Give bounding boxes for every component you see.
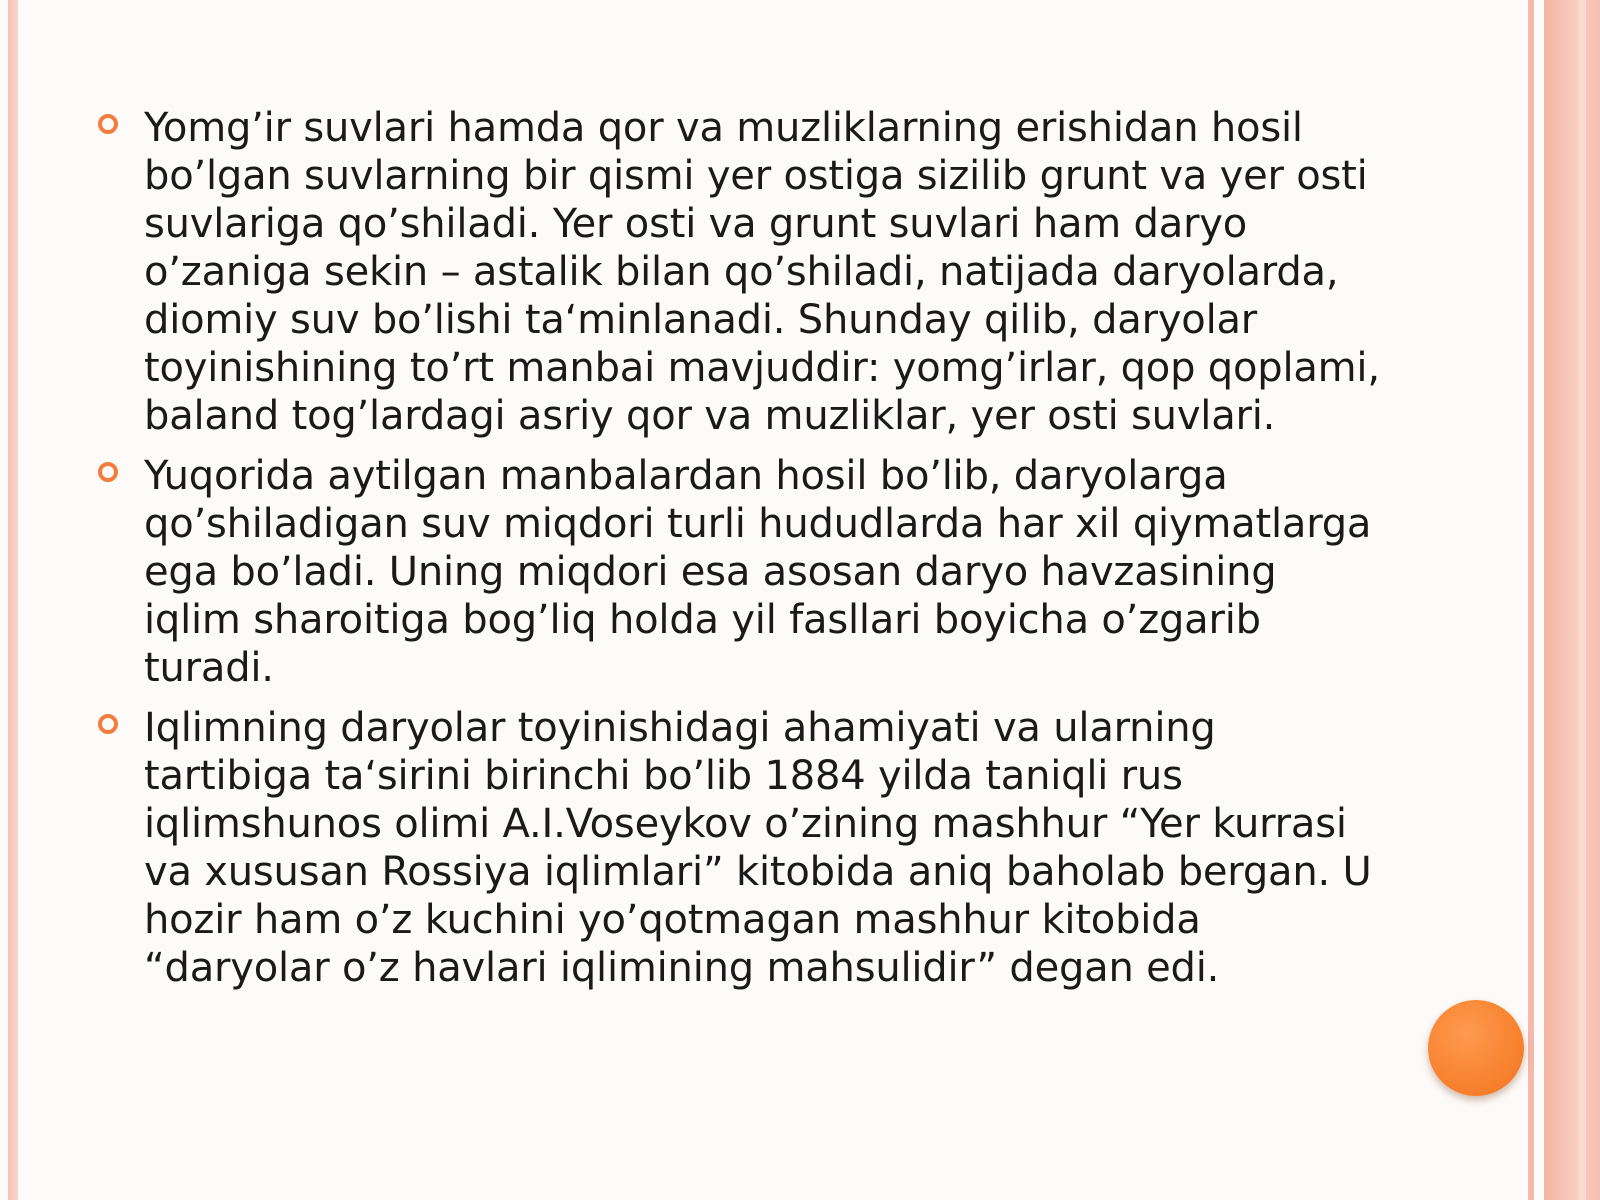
ring-bullet-icon: [98, 114, 118, 134]
ring-bullet-icon: [98, 714, 118, 734]
bullet-text-3: Iqlimning daryolar toyinishidagi ahamiyati va ularning tartibiga ta‘sirini birinchi bo’lib 1884 yilda taniqli rus iqlimshunos olimi A.I.Voseykov o’zining mashhur “Yer kurrasi va xususan Rossiya iqlimlari” kitobida aniq baholab bergan. U hozir ham o’z kuchini yo’qotmagan mashhur kitobida “daryolar o’z havlari iqlimining mahsulidir” degan edi.: [144, 705, 1372, 991]
bullet-item-3: [96, 704, 1456, 992]
bullet-item-1: [96, 104, 1456, 440]
bullet-text-1: Yomg’ir suvlari hamda qor va muzliklarning erishidan hosil bo’lgan suvlarning bir qismi yer ostiga sizilib grunt va yer osti suvlariga qo’shiladi. Yer osti va grunt suvlari ham daryo o’zaniga sekin – astalik bilan qo’shiladi, natijada daryolarda, diomiy suv bo’lishi ta‘minlanadi. Shunday qilib, daryolar toyinishining to’rt manbai mavjuddir: yomg’irlar, qop qoplami, baland tog’lardagi asriy qor va muzliklar, yer osti suvlari.: [144, 105, 1380, 439]
right-decorative-stripe-wide: [1544, 0, 1600, 1200]
right-decorative-stripe-thin: [1528, 0, 1534, 1200]
left-decorative-stripe: [8, 0, 18, 1200]
bullet-item-2: [96, 452, 1456, 692]
ring-bullet-icon: [98, 462, 118, 482]
bullet-text-2: Yuqorida aytilgan manbalardan hosil bo’lib, daryolarga qo’shiladigan suv miqdori turli hududlarda har xil qiymatlarga ega bo’ladi. Uning miqdori esa asosan daryo havzasining iqlim sharoitiga bog’liq holda yil fasllari boyicha o’zgarib turadi.: [144, 453, 1372, 691]
slide-content: [96, 104, 1456, 1004]
orange-circle-decoration: [1428, 1000, 1524, 1096]
